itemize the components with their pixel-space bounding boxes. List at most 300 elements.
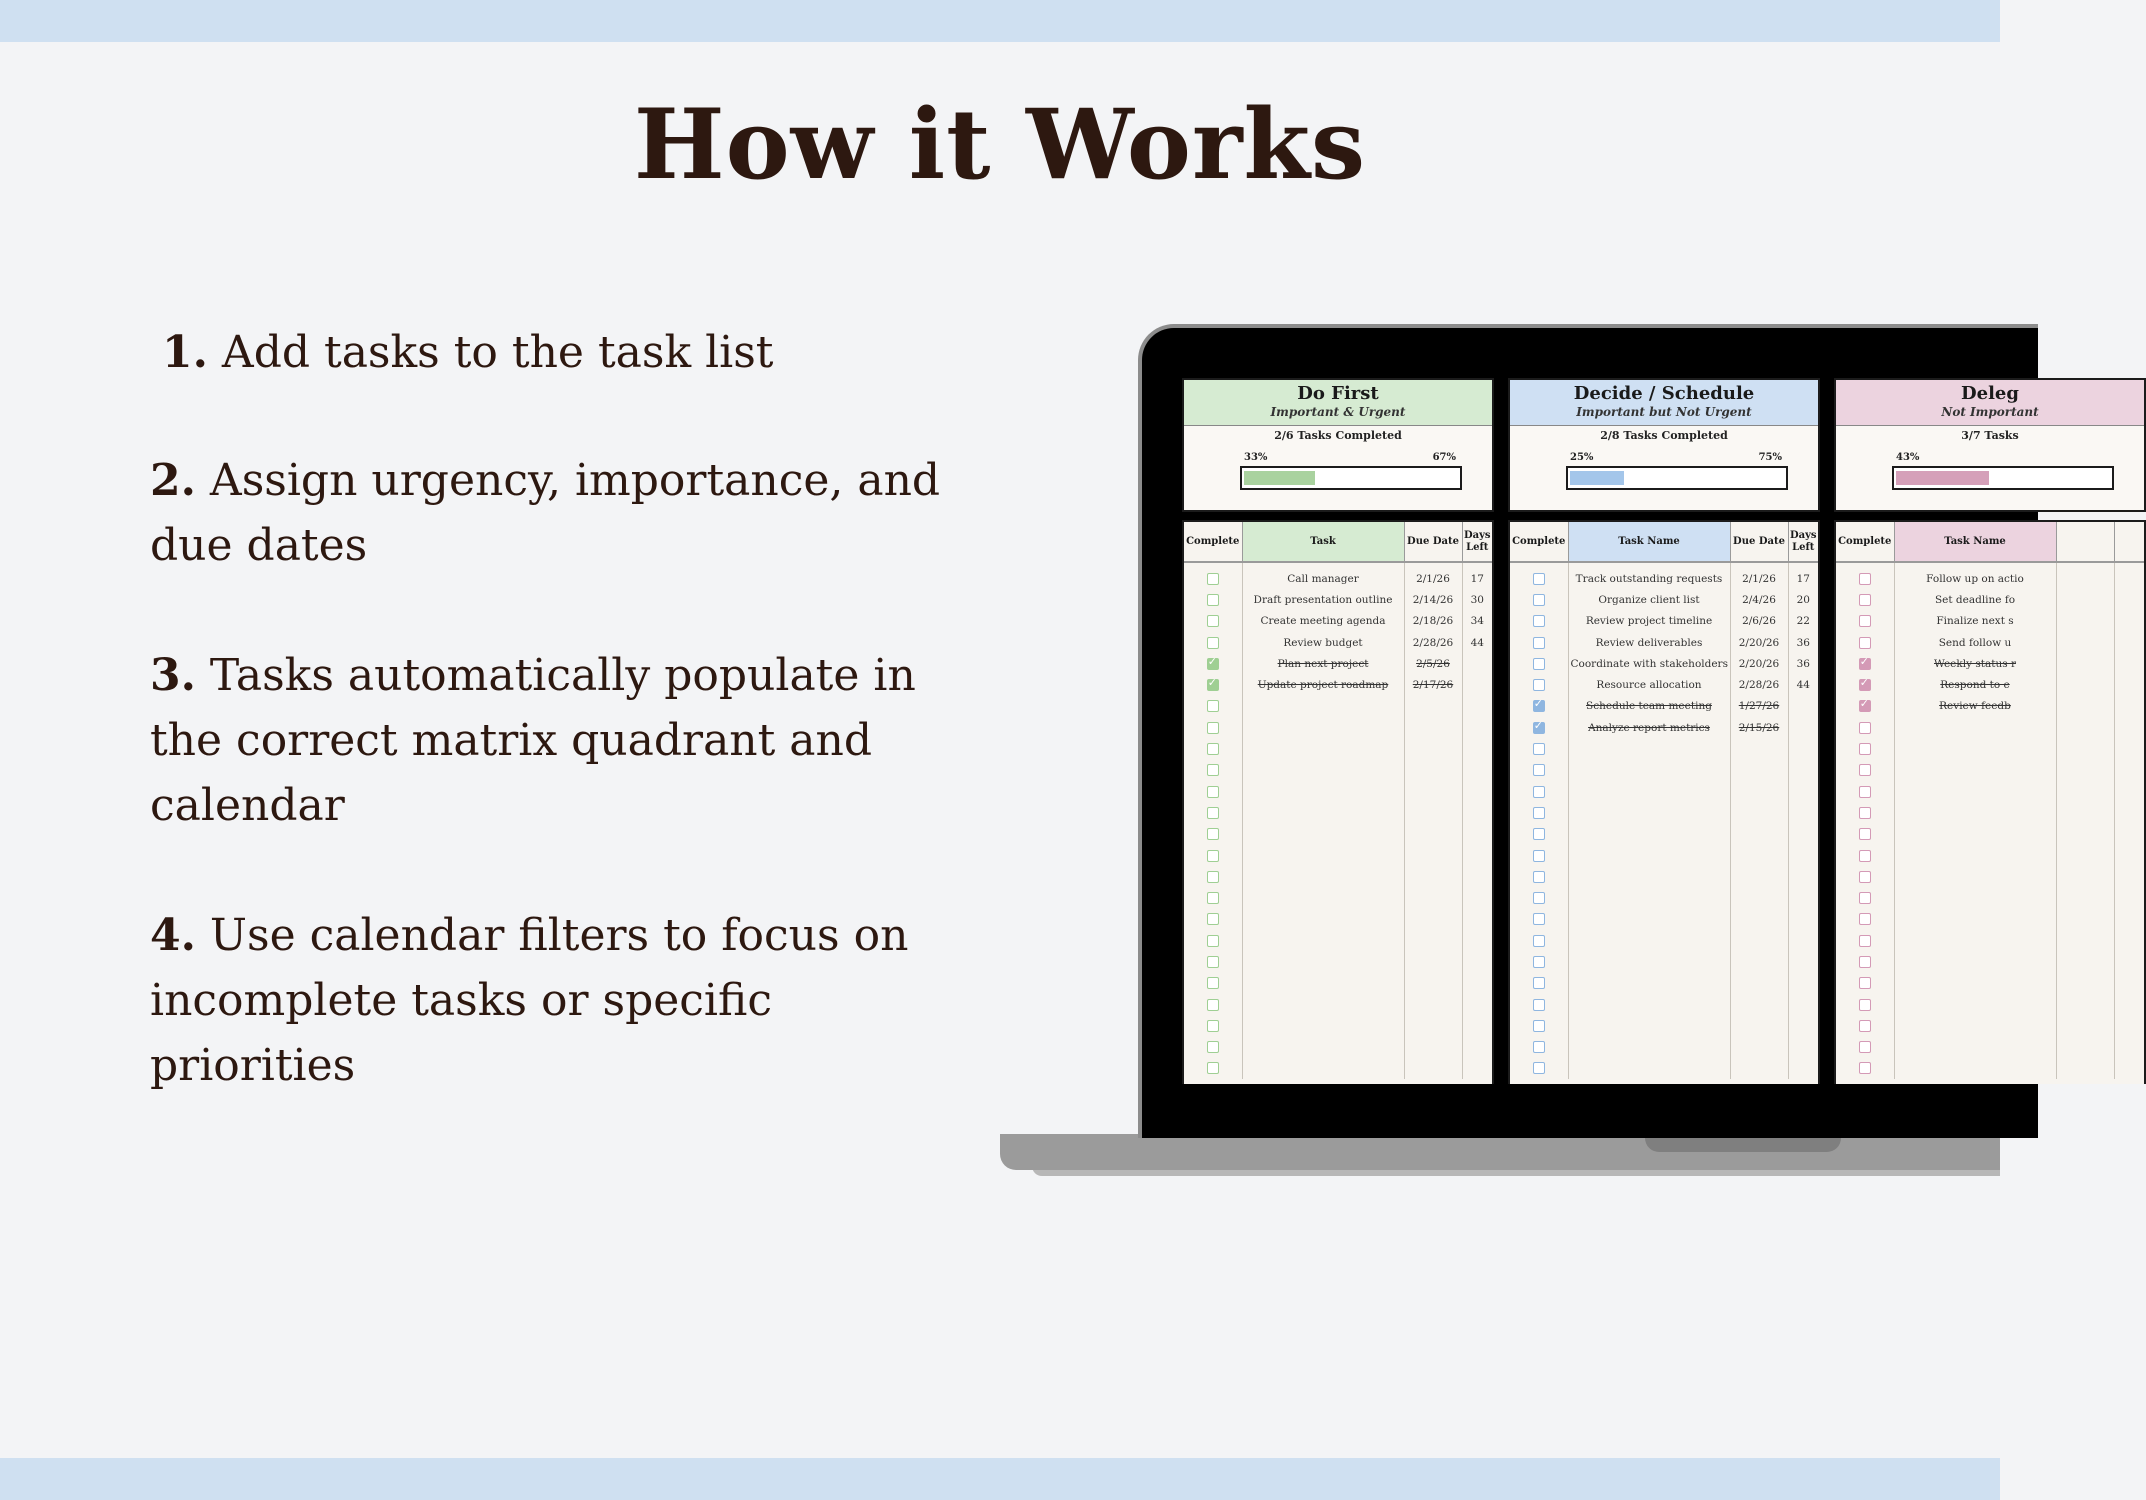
days-left: [1788, 887, 1818, 908]
due-date: [2056, 589, 2114, 610]
due-date[interactable]: [1404, 1015, 1462, 1036]
task-name[interactable]: [1242, 717, 1404, 738]
days-left: 34: [1470, 615, 1484, 628]
table-row: [1836, 674, 2144, 695]
complete-checkbox[interactable]: [1207, 573, 1219, 585]
due-date[interactable]: [1404, 973, 1462, 994]
task-name[interactable]: [1568, 930, 1730, 951]
complete-checkbox[interactable]: [1533, 786, 1545, 798]
days-left: [2114, 717, 2144, 738]
task-name[interactable]: [1242, 951, 1404, 972]
task-name[interactable]: [1894, 845, 2056, 866]
complete-checkbox[interactable]: [1859, 892, 1871, 904]
task-name[interactable]: [1568, 760, 1730, 781]
days-left: [1462, 994, 1492, 1015]
due-date[interactable]: [1730, 887, 1788, 908]
days-left: [2114, 738, 2144, 759]
complete-checkbox[interactable]: [1207, 871, 1219, 883]
days-left: [1788, 1015, 1818, 1036]
table-row: [1836, 717, 2144, 738]
complete-checkbox[interactable]: [1533, 871, 1545, 883]
task-name[interactable]: [1568, 824, 1730, 845]
complete-checkbox[interactable]: [1207, 1062, 1219, 1074]
days-left: [1788, 845, 1818, 866]
table-row: [1836, 1058, 2144, 1079]
complete-checkbox[interactable]: [1859, 828, 1871, 840]
task-name: Schedule team meeting: [1568, 696, 1730, 717]
complete-checkbox[interactable]: [1533, 700, 1545, 712]
quadrant-2: [1508, 378, 1820, 1084]
task-name[interactable]: [1242, 973, 1404, 994]
table-row: [1184, 802, 1492, 823]
due-date: 2/15/26: [1730, 717, 1788, 738]
task-name[interactable]: [1242, 930, 1404, 951]
table-row: [1836, 589, 2144, 610]
complete-checkbox[interactable]: [1207, 977, 1219, 989]
days-left: [2114, 760, 2144, 781]
days-left: [2114, 994, 2144, 1015]
due-date[interactable]: [1730, 951, 1788, 972]
task-name[interactable]: [1894, 973, 2056, 994]
complete-checkbox[interactable]: [1533, 913, 1545, 925]
table-row: [1836, 1037, 2144, 1058]
task-name[interactable]: [1894, 866, 2056, 887]
step-text: Assign urgency, importance, and due dates: [150, 455, 941, 571]
progress-percentages: [1184, 448, 1492, 464]
complete-checkbox[interactable]: [1207, 1041, 1219, 1053]
due-date[interactable]: [2056, 951, 2114, 972]
table-row: [1184, 845, 1492, 866]
complete-checkbox[interactable]: [1207, 828, 1219, 840]
due-date[interactable]: [2056, 1015, 2114, 1036]
table-row: [1510, 802, 1818, 823]
complete-checkbox[interactable]: [1207, 850, 1219, 862]
complete-checkbox[interactable]: [1859, 637, 1871, 649]
complete-checkbox[interactable]: [1859, 1062, 1871, 1074]
table-row: [1184, 909, 1492, 930]
progress-bar-fill: [1244, 471, 1315, 485]
table-row: [1836, 611, 2144, 632]
due-date[interactable]: [1404, 951, 1462, 972]
complete-checkbox[interactable]: [1859, 935, 1871, 947]
days-left: [1788, 951, 1818, 972]
due-date[interactable]: [1730, 866, 1788, 887]
days-left: [2114, 781, 2144, 802]
task-name[interactable]: [1242, 824, 1404, 845]
days-left: [1788, 781, 1818, 802]
task-name[interactable]: [1242, 909, 1404, 930]
complete-checkbox[interactable]: [1207, 700, 1219, 712]
days-left: [1462, 802, 1492, 823]
days-left: [1788, 717, 1818, 738]
column-header: Complete: [1184, 522, 1242, 562]
complete-checkbox[interactable]: [1533, 658, 1545, 670]
due-date[interactable]: [2056, 717, 2114, 738]
due-date[interactable]: [2056, 1058, 2114, 1079]
table-row: [1836, 632, 2144, 653]
task-name[interactable]: [1568, 802, 1730, 823]
table-row: [1836, 781, 2144, 802]
task-name[interactable]: [1568, 1058, 1730, 1079]
table-row: [1184, 568, 1492, 589]
due-date[interactable]: [1730, 909, 1788, 930]
days-left: [1462, 717, 1492, 738]
table-row: [1184, 1058, 1492, 1079]
due-date[interactable]: [1730, 824, 1788, 845]
complete-checkbox[interactable]: [1533, 977, 1545, 989]
complete-checkbox[interactable]: [1207, 743, 1219, 755]
step-4: [150, 903, 950, 1098]
table-header-row: [1836, 522, 2144, 562]
task-name[interactable]: [1242, 994, 1404, 1015]
table-row: [1510, 589, 1818, 610]
table-row: [1510, 824, 1818, 845]
complete-checkbox[interactable]: [1207, 786, 1219, 798]
table-row: [1836, 653, 2144, 674]
complete-checkbox[interactable]: [1533, 637, 1545, 649]
bottom-band: [0, 1458, 2000, 1500]
complete-checkbox[interactable]: [1859, 913, 1871, 925]
due-date[interactable]: [2056, 824, 2114, 845]
task-name[interactable]: [1242, 866, 1404, 887]
step-number: 2.: [150, 455, 196, 506]
days-left: [1462, 653, 1492, 674]
due-date[interactable]: [1730, 994, 1788, 1015]
due-date[interactable]: [1404, 1037, 1462, 1058]
days-left: 17: [1796, 572, 1810, 585]
complete-checkbox[interactable]: [1207, 722, 1219, 734]
step-number: 3.: [150, 650, 196, 701]
complete-checkbox[interactable]: [1533, 828, 1545, 840]
complete-checkbox[interactable]: [1533, 764, 1545, 776]
complete-checkbox[interactable]: [1533, 615, 1545, 627]
table-row: [1836, 1015, 2144, 1036]
complete-checkbox[interactable]: [1207, 999, 1219, 1011]
complete-checkbox[interactable]: [1533, 935, 1545, 947]
due-date[interactable]: [1404, 738, 1462, 759]
progress-bar-fill: [1896, 471, 1989, 485]
days-left: [1788, 909, 1818, 930]
page-title: How it Works: [633, 88, 1367, 201]
quadrant-header: [1834, 378, 2146, 512]
task-name[interactable]: [1894, 738, 2056, 759]
table-row: [1836, 887, 2144, 908]
complete-checkbox[interactable]: [1533, 594, 1545, 606]
task-name[interactable]: [1894, 802, 2056, 823]
task-name[interactable]: [1894, 887, 2056, 908]
due-date[interactable]: [1730, 1037, 1788, 1058]
due-date[interactable]: [1730, 1015, 1788, 1036]
quadrant-subtitle: Not Important: [1941, 405, 2039, 419]
percent-remaining: 67%: [1432, 452, 1456, 463]
complete-checkbox[interactable]: [1533, 1041, 1545, 1053]
task-name[interactable]: [1894, 824, 2056, 845]
table-row: [1510, 866, 1818, 887]
column-header: Days Left: [1788, 522, 1818, 562]
task-name[interactable]: [1568, 866, 1730, 887]
complete-checkbox[interactable]: [1859, 1041, 1871, 1053]
due-date[interactable]: [2056, 781, 2114, 802]
complete-checkbox[interactable]: [1859, 871, 1871, 883]
complete-checkbox[interactable]: [1533, 850, 1545, 862]
task-name: Plan next project: [1242, 653, 1404, 674]
task-name[interactable]: [1894, 760, 2056, 781]
table-row: [1184, 760, 1492, 781]
complete-checkbox[interactable]: [1859, 700, 1871, 712]
task-name[interactable]: [1242, 781, 1404, 802]
complete-checkbox[interactable]: [1207, 615, 1219, 627]
task-name: Call manager: [1242, 568, 1404, 589]
complete-checkbox[interactable]: [1859, 722, 1871, 734]
complete-checkbox[interactable]: [1533, 1062, 1545, 1074]
progress-bar: [1240, 466, 1462, 490]
days-left: [2114, 824, 2144, 845]
due-date: 2/6/26: [1730, 611, 1788, 632]
complete-checkbox[interactable]: [1533, 892, 1545, 904]
days-left: [2114, 589, 2144, 610]
due-date: [2056, 632, 2114, 653]
task-name[interactable]: [1568, 887, 1730, 908]
complete-checkbox[interactable]: [1859, 764, 1871, 776]
column-header: [2114, 522, 2144, 562]
complete-checkbox[interactable]: [1859, 679, 1871, 691]
complete-checkbox[interactable]: [1859, 786, 1871, 798]
days-left: [1462, 909, 1492, 930]
due-date[interactable]: [2056, 738, 2114, 759]
complete-checkbox[interactable]: [1859, 594, 1871, 606]
table-row: [1184, 887, 1492, 908]
task-name[interactable]: [1568, 951, 1730, 972]
task-name[interactable]: [1894, 909, 2056, 930]
days-left: [1462, 973, 1492, 994]
complete-checkbox[interactable]: [1859, 999, 1871, 1011]
table-row: [1510, 994, 1818, 1015]
complete-checkbox[interactable]: [1859, 807, 1871, 819]
days-left: [1788, 1037, 1818, 1058]
due-date[interactable]: [2056, 973, 2114, 994]
task-name[interactable]: [1242, 887, 1404, 908]
table-row: [1184, 1015, 1492, 1036]
days-left: [2114, 674, 2144, 695]
column-header: Due Date: [1404, 522, 1462, 562]
due-date[interactable]: [1404, 760, 1462, 781]
complete-checkbox[interactable]: [1533, 999, 1545, 1011]
table-row: [1184, 1037, 1492, 1058]
due-date: [2056, 568, 2114, 589]
due-date[interactable]: [1404, 845, 1462, 866]
column-header: Task Name: [1568, 522, 1730, 562]
progress-label: 2/6 Tasks Completed: [1274, 429, 1402, 442]
complete-checkbox[interactable]: [1207, 807, 1219, 819]
task-name[interactable]: [1894, 930, 2056, 951]
due-date[interactable]: [1404, 887, 1462, 908]
step-text: Add tasks to the task list: [207, 327, 774, 378]
complete-checkbox[interactable]: [1207, 913, 1219, 925]
task-name: Finalize next s: [1894, 611, 2056, 632]
days-left: [1788, 1058, 1818, 1079]
complete-checkbox[interactable]: [1207, 1020, 1219, 1032]
complete-checkbox[interactable]: [1859, 615, 1871, 627]
days-left: [1788, 930, 1818, 951]
complete-checkbox[interactable]: [1207, 679, 1219, 691]
due-date[interactable]: [1730, 845, 1788, 866]
complete-checkbox[interactable]: [1207, 956, 1219, 968]
due-date[interactable]: [2056, 930, 2114, 951]
due-date[interactable]: [2056, 866, 2114, 887]
due-date[interactable]: [2056, 994, 2114, 1015]
table-row: [1836, 930, 2144, 951]
step-3: [150, 643, 950, 838]
due-date[interactable]: [1404, 1058, 1462, 1079]
days-left: 44: [1796, 679, 1810, 692]
complete-checkbox[interactable]: [1207, 935, 1219, 947]
task-name[interactable]: [1242, 845, 1404, 866]
task-name[interactable]: [1568, 973, 1730, 994]
due-date[interactable]: [2056, 887, 2114, 908]
table-row: [1184, 930, 1492, 951]
due-date[interactable]: [2056, 760, 2114, 781]
column-header: Task: [1242, 522, 1404, 562]
task-name: Create meeting agenda: [1242, 611, 1404, 632]
task-name: Resource allocation: [1568, 674, 1730, 695]
complete-checkbox[interactable]: [1533, 573, 1545, 585]
complete-checkbox[interactable]: [1533, 956, 1545, 968]
due-date[interactable]: [1730, 738, 1788, 759]
task-name[interactable]: [1568, 738, 1730, 759]
table-row: [1510, 738, 1818, 759]
table-row: [1184, 951, 1492, 972]
due-date[interactable]: [1730, 1058, 1788, 1079]
task-name[interactable]: [1568, 781, 1730, 802]
complete-checkbox[interactable]: [1859, 1020, 1871, 1032]
complete-checkbox[interactable]: [1859, 850, 1871, 862]
due-date[interactable]: [1730, 802, 1788, 823]
due-date[interactable]: [1404, 909, 1462, 930]
days-left: 44: [1470, 636, 1484, 649]
complete-checkbox[interactable]: [1207, 637, 1219, 649]
task-name[interactable]: [1894, 1037, 2056, 1058]
due-date[interactable]: [1730, 930, 1788, 951]
due-date[interactable]: [1404, 866, 1462, 887]
task-name[interactable]: [1242, 760, 1404, 781]
table-row: [1510, 887, 1818, 908]
complete-checkbox[interactable]: [1533, 722, 1545, 734]
days-left: [1462, 696, 1492, 717]
due-date[interactable]: [1730, 781, 1788, 802]
due-date[interactable]: [2056, 845, 2114, 866]
complete-checkbox[interactable]: [1533, 679, 1545, 691]
table-row: [1184, 696, 1492, 717]
complete-checkbox[interactable]: [1859, 573, 1871, 585]
complete-checkbox[interactable]: [1207, 594, 1219, 606]
table-row: [1510, 951, 1818, 972]
progress-label: 3/7 Tasks: [1961, 429, 2019, 442]
due-date[interactable]: [2056, 1037, 2114, 1058]
task-name[interactable]: [1242, 738, 1404, 759]
task-table: [1508, 520, 1820, 1084]
days-left: [1462, 1037, 1492, 1058]
task-name[interactable]: [1894, 781, 2056, 802]
complete-checkbox[interactable]: [1207, 892, 1219, 904]
days-left: [1462, 930, 1492, 951]
progress-percentages: [1836, 448, 2144, 464]
task-name[interactable]: [1894, 1058, 2056, 1079]
task-name: Review budget: [1242, 632, 1404, 653]
table-row: [1836, 760, 2144, 781]
due-date[interactable]: [1404, 717, 1462, 738]
task-name[interactable]: [1242, 1058, 1404, 1079]
table-row: [1184, 653, 1492, 674]
days-left: [1462, 866, 1492, 887]
complete-checkbox[interactable]: [1207, 764, 1219, 776]
table-row: [1836, 696, 2144, 717]
complete-checkbox[interactable]: [1859, 956, 1871, 968]
due-date: 1/27/26: [1730, 696, 1788, 717]
complete-checkbox[interactable]: [1859, 743, 1871, 755]
quadrant-1: [1182, 378, 1494, 1084]
column-header: Task Name: [1894, 522, 2056, 562]
task-name[interactable]: [1894, 994, 2056, 1015]
due-date[interactable]: [1404, 930, 1462, 951]
due-date[interactable]: [1730, 760, 1788, 781]
task-name[interactable]: [1568, 1015, 1730, 1036]
days-left: 17: [1470, 572, 1484, 585]
days-left: [1462, 1015, 1492, 1036]
due-date[interactable]: [1404, 696, 1462, 717]
task-name[interactable]: [1894, 1015, 2056, 1036]
table-row: [1510, 674, 1818, 695]
days-left: [1788, 866, 1818, 887]
due-date[interactable]: [2056, 909, 2114, 930]
complete-checkbox[interactable]: [1533, 743, 1545, 755]
due-date[interactable]: [2056, 802, 2114, 823]
complete-checkbox[interactable]: [1859, 658, 1871, 670]
table-row: [1510, 973, 1818, 994]
days-left: 20: [1796, 593, 1810, 606]
complete-checkbox[interactable]: [1859, 977, 1871, 989]
task-name: Analyze report metrics: [1568, 717, 1730, 738]
table-row: [1184, 738, 1492, 759]
task-name[interactable]: [1568, 994, 1730, 1015]
complete-checkbox[interactable]: [1207, 658, 1219, 670]
quadrant-title: Deleg: [1961, 383, 2019, 404]
table-row: [1836, 909, 2144, 930]
due-date[interactable]: [1404, 994, 1462, 1015]
task-name[interactable]: [1894, 717, 2056, 738]
due-date[interactable]: [1404, 781, 1462, 802]
task-name[interactable]: [1242, 696, 1404, 717]
task-name[interactable]: [1242, 1037, 1404, 1058]
task-name[interactable]: [1568, 845, 1730, 866]
days-left: [2114, 802, 2144, 823]
due-date[interactable]: [1404, 802, 1462, 823]
task-name[interactable]: [1568, 1037, 1730, 1058]
task-name: Set deadline fo: [1894, 589, 2056, 610]
days-left: [2114, 930, 2144, 951]
task-name: Coordinate with stakeholders: [1568, 653, 1730, 674]
task-name[interactable]: [1568, 909, 1730, 930]
due-date: 2/18/26: [1404, 611, 1462, 632]
complete-checkbox[interactable]: [1533, 807, 1545, 819]
due-date[interactable]: [1730, 973, 1788, 994]
task-name[interactable]: [1242, 802, 1404, 823]
complete-checkbox[interactable]: [1533, 1020, 1545, 1032]
step-number: 4.: [150, 910, 196, 961]
column-header: [2056, 522, 2114, 562]
task-name[interactable]: [1242, 1015, 1404, 1036]
task-name[interactable]: [1894, 951, 2056, 972]
due-date[interactable]: [1404, 824, 1462, 845]
